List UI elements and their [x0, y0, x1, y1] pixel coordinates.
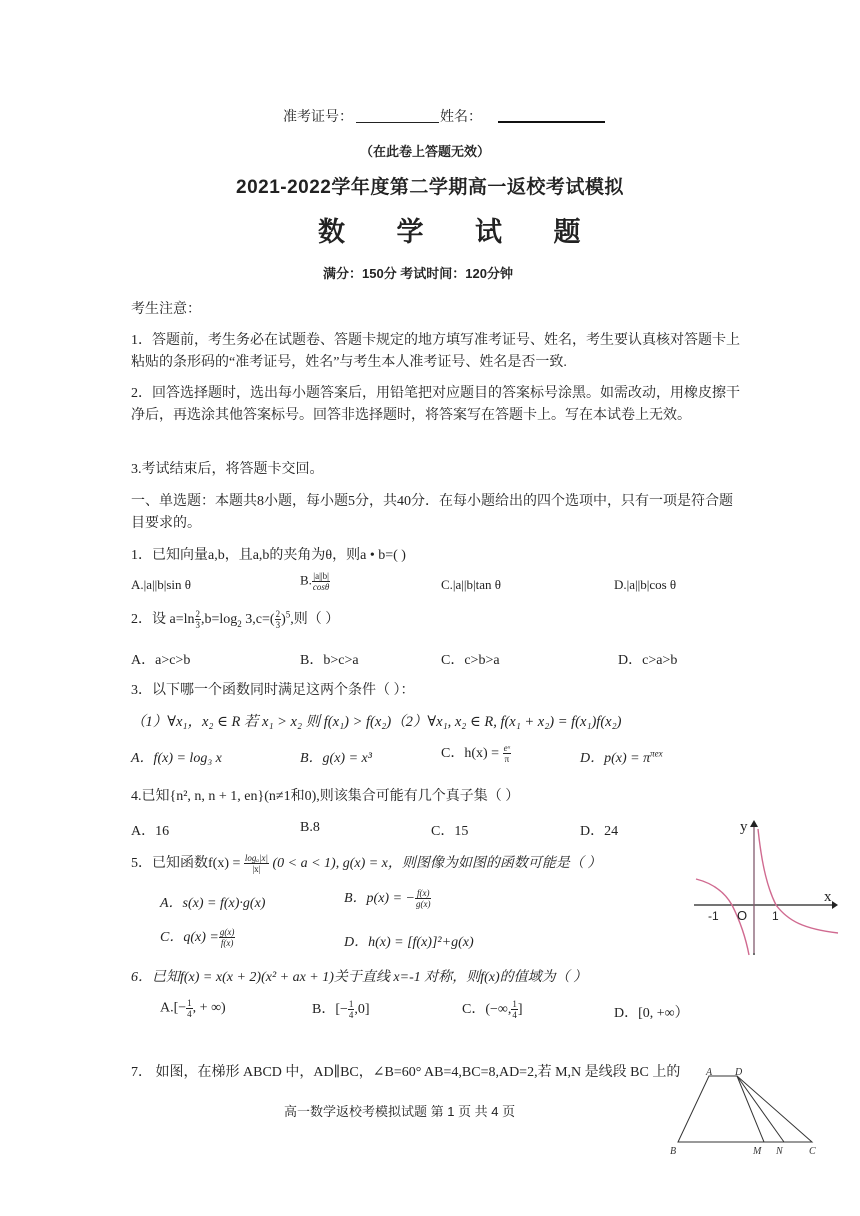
q3-stem: 3．以下哪一个函数同时满足这两个条件（ ）：	[131, 683, 415, 698]
subject-title: 数 学 试 题	[318, 217, 603, 247]
notice-heading: 考生注意：	[131, 302, 201, 317]
score-time: 满分：150分 考试时间：120分钟	[323, 266, 513, 281]
q5-stem: 5．已知函数f(x) = $\frac{\text{logₐ|x|}}{|x|}$ (0 < a < 1), g(x) = x，则图像为如图的函数可能是（ ）	[131, 853, 602, 875]
section-heading: 一、单选题：本题共8小题，每小题5分，共40分．在每小题给出的四个选项中，只有一项是符合题目要求的。	[131, 494, 733, 531]
vertex-d-label: D	[735, 1067, 743, 1078]
q6-option-a: A.[− $\frac{1}{4}$ , + ∞)	[160, 998, 226, 1019]
notice-item-3: 3.考试结束后，将答题卡交回。	[131, 462, 324, 477]
vertex-b-label: B	[670, 1146, 677, 1157]
q4-option-d: D．24	[580, 824, 619, 839]
exam-number-blank	[356, 122, 439, 123]
q4-option-a: A．16	[131, 824, 170, 839]
graph-origin-label: O	[737, 908, 748, 923]
invalid-note: （在此卷上答题无效）	[360, 144, 491, 159]
trapezoid-abcd	[678, 1076, 812, 1142]
vertex-c-label: C	[809, 1146, 816, 1157]
graph-y-arrow	[750, 820, 758, 827]
page-footer: 高一数学返校考模拟试题 第 1 页 共 4 页	[284, 1104, 516, 1119]
exam-number-label: 准考证号：	[283, 110, 353, 125]
segment-dn	[737, 1076, 784, 1142]
graph-y-label: y	[740, 819, 748, 835]
name-blank	[498, 121, 605, 123]
q3-conditions: （1）∀x₁，x₂ ∈ R 若 x₁ > x₂ 则 f(x₁) > f(x₂)（2）∀x₁, x₂ ∈ R, f(x₁ + x₂) = f(x₁)f(x₂)	[131, 714, 622, 730]
vertex-a-label: A	[706, 1067, 713, 1078]
q5-option-d: D．h(x) = [f(x)]²+g(x)	[344, 935, 474, 950]
graph-neg1-label: -1	[708, 909, 719, 923]
q3-option-a: A．f(x) = log₃ x	[131, 751, 222, 766]
q4-option-c: C．15	[431, 824, 469, 839]
q2-option-c: C．c>b>a	[441, 653, 500, 668]
q2-option-a: A．a>c>b	[131, 653, 191, 668]
graph-x-arrow	[832, 901, 838, 909]
name-label: 姓名：	[440, 110, 482, 125]
graph-pos1-label: 1	[772, 909, 779, 923]
q1-option-c: C.|a||b|tan θ	[441, 577, 501, 592]
point-n-label: N	[776, 1146, 783, 1157]
q7-stem: 7． 如图，在梯形 ABCD 中，AD∥BC，∠B=60° AB=4,BC=8,AD=2,若 M,N 是线段 BC 上的	[131, 1065, 681, 1080]
q2-option-b: B．b>c>a	[300, 653, 359, 668]
q6-option-b: B．[− $\frac{1}{4}$ ,0]	[312, 999, 370, 1021]
q4-option-b: B.8	[300, 820, 320, 835]
q5-option-c: C．q(x) = $\frac{g(x)}{f(x)}$	[160, 927, 235, 949]
q3-option-d: D．$p(x) = \pi^{\pi ex}$	[580, 748, 663, 766]
point-m-label: M	[753, 1146, 762, 1157]
q5-option-b: B．p(x) = − $\frac{f(x)}{g(x)}$	[344, 888, 431, 910]
notice-item-1: 1．答题前，考生务必在试题卷、答题卡规定的地方填写准考证号、姓名，考生要认真核对答题卡上粘贴的条形码的“准考证号，姓名”与考生本人准考证号、姓名是否一致.	[131, 333, 740, 370]
q1-stem: 1．已知向量a,b，且a,b的夹角为θ，则a • b=( )	[131, 548, 406, 563]
q2-option-d: D．c>a>b	[618, 653, 678, 668]
q2-stem: 2．设 a=ln $\frac{2}{3}$ $,b=\log_2$ 3,c=( $\frac{2}{3}$ )$^5$,则（ ）	[131, 609, 340, 631]
q3-option-b: B．g(x) = x³	[300, 751, 372, 766]
exam-title: 2021-2022学年度第二学期高一返校考试模拟	[236, 177, 624, 198]
q1-option-b: B. $\frac{|a||b|}{\cos\theta}$	[300, 571, 330, 592]
q4-stem: 4.已知{n², n, n + 1, en}(n≠1和0),则该集合可能有几个真子集（ ）	[131, 789, 520, 804]
q3-option-c: C．h(x) = $\frac{\text{eˣ}}{\pi}$	[441, 743, 511, 765]
q5-option-a: A．s(x) = f(x)·g(x)	[160, 896, 266, 911]
q6-stem: 6．已知f(x) = x(x + 2)(x² + ax + 1)关于直线 x=-1 对称，则f(x)的值域为（ ）	[131, 970, 588, 985]
q6-option-d: D．[0, +∞）	[614, 1006, 689, 1021]
q1-option-d: D.|a||b|cos θ	[614, 577, 677, 592]
graph-curve-right	[758, 829, 838, 933]
notice-item-2: 2．回答选择题时，选出每小题答案后，用铅笔把对应题目的答案标号涂黑。如需改动，用橡皮擦干净后，再选涂其他答案标号。回答非选择题时，将答案写在答题卡上。写在本试卷上无效。	[131, 386, 740, 423]
q1-option-a: A.|a||b|sin θ	[131, 577, 191, 592]
q6-option-c: C．(−∞, $\frac{1}{4}$ ]	[462, 999, 523, 1021]
graph-x-label: x	[824, 889, 832, 905]
q5-function-graph	[692, 817, 842, 957]
q7-trapezoid-figure	[664, 1064, 824, 1164]
